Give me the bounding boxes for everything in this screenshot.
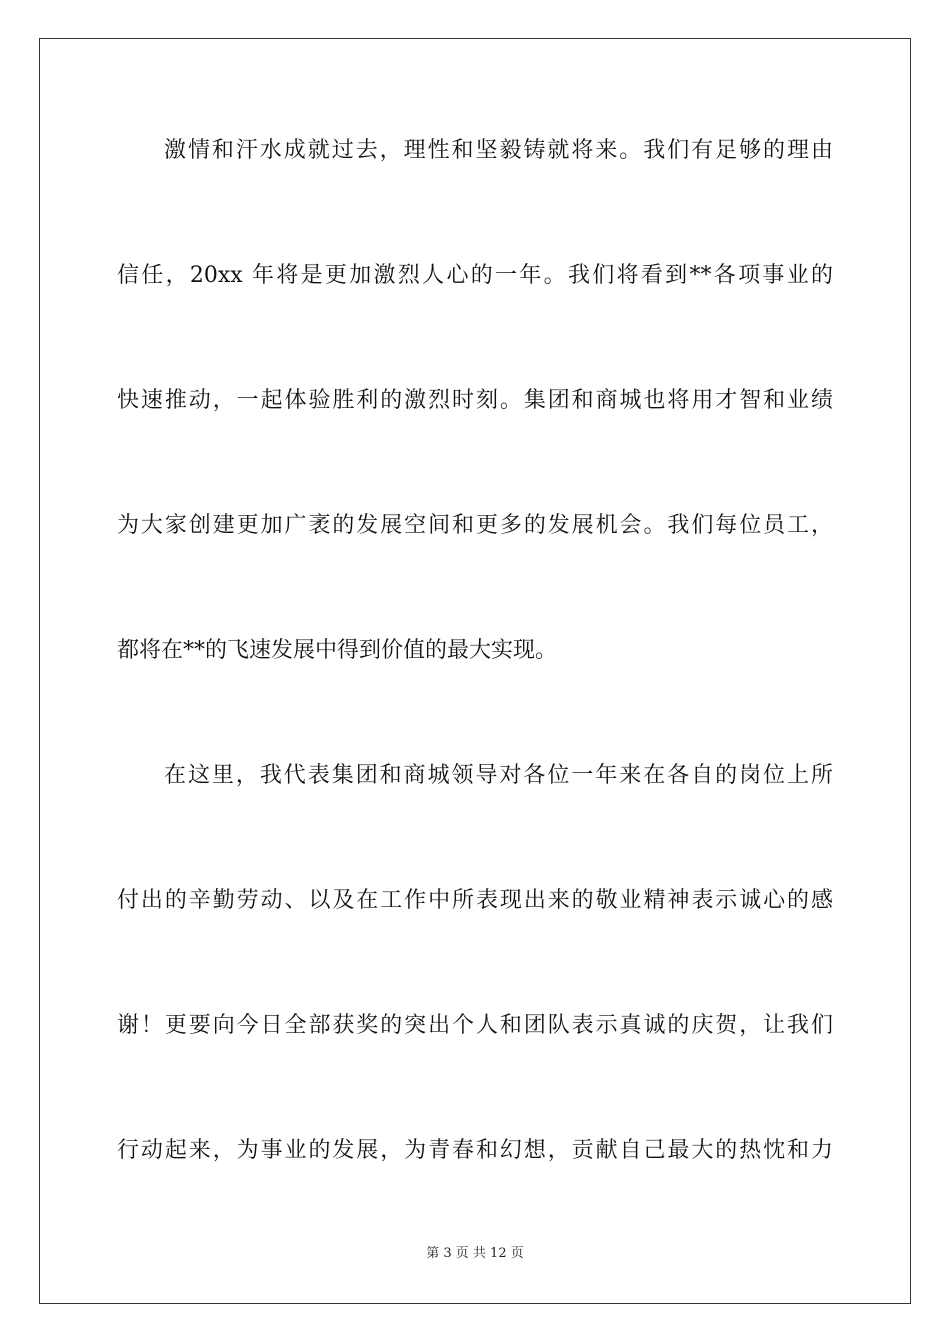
paragraph-line: 信任，20xx 年将是更加激烈人心的一年。我们将看到**各项事业的: [117, 263, 833, 288]
paragraph-line: 快速推动，一起体验胜利的激烈时刻。集团和商城也将用才智和业绩: [117, 388, 833, 413]
paragraph-line: 谢！更要向今日全部获奖的突出个人和团队表示真诚的庆贺，让我们: [117, 1013, 833, 1038]
paragraph-line: 激情和汗水成就过去，理性和坚毅铸就将来。我们有足够的理由: [164, 138, 833, 163]
page-number: 第 3 页 共 12 页: [426, 1246, 524, 1261]
paragraph-line: 为大家创建更加广袤的发展空间和更多的发展机会。我们每位员工，: [117, 513, 833, 538]
page-border: [39, 38, 911, 1304]
paragraph-line: 在这里，我代表集团和商城领导对各位一年来在各自的岗位上所: [164, 763, 833, 788]
paragraph-line: 都将在**的飞速发展中得到价值的最大实现。: [117, 638, 558, 663]
paragraph-line: 行动起来，为事业的发展，为青春和幻想，贡献自己最大的热忱和力: [117, 1138, 833, 1163]
paragraph-line: 付出的辛勤劳动、以及在工作中所表现出来的敬业精神表示诚心的感: [117, 888, 833, 913]
